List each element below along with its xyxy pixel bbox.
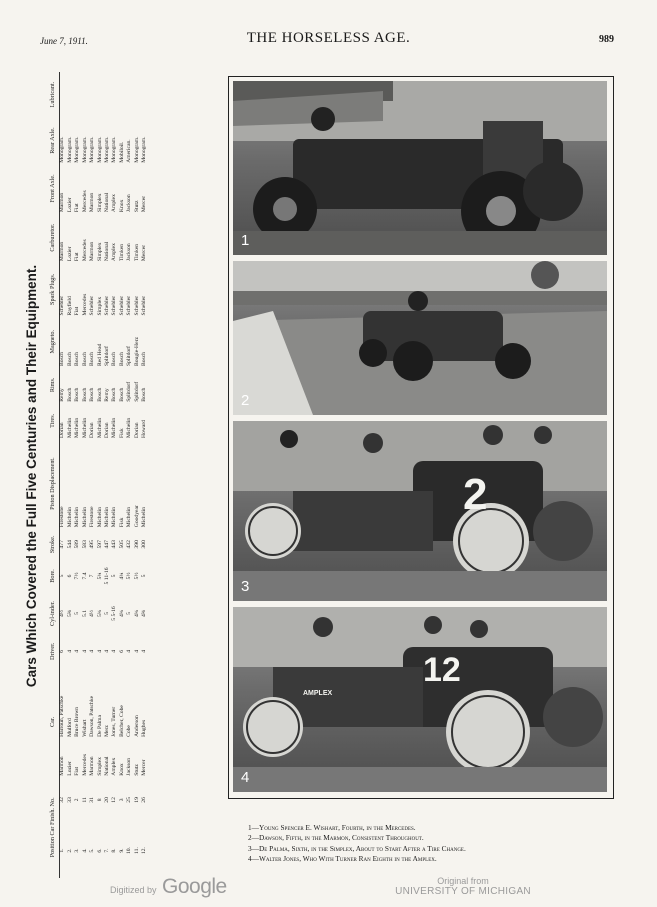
table-cell: Schebler — [59, 295, 66, 316]
table-cell: Bosch — [66, 387, 73, 402]
table-cell: Michelin — [66, 507, 73, 528]
table-cell: Bosch — [118, 387, 125, 402]
table-cell: 5 11-16 — [104, 567, 111, 585]
table-cell: 11. — [133, 847, 140, 854]
table-cell: Belcher, Cobe — [118, 705, 125, 737]
table-cell: Fisk — [118, 428, 125, 438]
table-cell: 4½ — [89, 610, 96, 617]
table-cell: Fiat — [74, 252, 81, 262]
table-cell: 2. — [66, 848, 73, 853]
table-cell: 5 — [126, 612, 133, 615]
table-cell: 4 — [66, 649, 73, 653]
table-cell: Lozier — [66, 246, 73, 262]
table-cell: 447 — [104, 540, 111, 549]
table-cell: Splitdorf — [133, 381, 140, 402]
table-cell: 3. — [74, 848, 81, 853]
table-column-header: Tires. — [50, 403, 59, 439]
table-cell: 12. — [141, 847, 148, 855]
table-cell: Remy — [104, 388, 111, 402]
table-cell: Remy — [59, 388, 66, 402]
table-cell: Howard — [141, 419, 148, 438]
table-cell: 544 — [66, 540, 73, 549]
table-cell: 5 — [104, 612, 111, 615]
table-cell: Bosch — [74, 387, 81, 402]
table-cell: 5 — [74, 612, 81, 615]
photo-number: 1 — [241, 232, 250, 249]
table-cell: Jackson — [126, 194, 133, 213]
table-cell: Michelin — [74, 507, 81, 528]
table-cell: 6. — [96, 848, 103, 853]
table-cell: 7½ — [74, 572, 81, 580]
table-cell: 4⅜ — [141, 610, 148, 617]
table-cell: 1. — [59, 848, 66, 853]
table-cell: 5¾ — [96, 572, 103, 580]
table-cell: Michelin — [96, 417, 103, 438]
table-cell: Firestone — [89, 506, 96, 528]
table-cell: Monogram. — [141, 136, 148, 163]
table-cell: Amplex — [111, 194, 118, 213]
university-label: UNIVERSITY OF MICHIGAN — [395, 886, 531, 897]
table-cell: Bosch — [141, 351, 148, 366]
table-cell: 5½ — [126, 572, 133, 580]
table-cell: 6 — [66, 574, 73, 578]
table-cell: Michelin — [74, 417, 81, 438]
table-cell: 8 — [96, 798, 103, 802]
table-cell: Hughes — [141, 719, 148, 737]
table-column-header: Piston Displacement. — [50, 439, 59, 528]
table-cell: Marmon — [89, 241, 96, 262]
table-cell: 9. — [118, 848, 125, 853]
table-cell: Simplex — [96, 193, 103, 213]
table-cell: Monogram. — [89, 136, 96, 163]
table-title: Cars Which Covered the Full Five Centuries and Their Equipment. — [24, 264, 39, 688]
table-cell: 4¾ — [133, 610, 140, 617]
table-cell: Bosch — [89, 351, 96, 366]
table-cell: 443 — [111, 540, 118, 549]
table-column-header: Bore. — [50, 560, 59, 591]
table-cell: Bosch — [81, 387, 88, 402]
table-cell: National — [104, 192, 111, 213]
page-header — [0, 28, 657, 48]
table-cell: 5. — [89, 848, 96, 853]
table-cell: 6 — [118, 649, 125, 653]
table-cell: Firestone — [59, 506, 66, 528]
table-cell: 31 — [89, 797, 96, 803]
table-cell: Marmon — [59, 756, 66, 776]
table-cell: 26 — [141, 797, 148, 803]
table-cell: Bosch — [74, 351, 81, 366]
table-cell: Timken — [133, 243, 140, 262]
table-cell: Simplex — [96, 757, 103, 776]
table-cell: 20 — [104, 797, 111, 803]
table-cell: 8. — [111, 848, 118, 853]
table-cell: 4 — [111, 649, 118, 653]
table-row — [59, 72, 67, 878]
table-cell: Merz — [104, 725, 111, 737]
table-cell: Michelin — [126, 507, 133, 528]
table-cell: Bosch — [96, 387, 103, 402]
table-cell: Michelin — [66, 417, 73, 438]
table-cell: De Palma — [96, 715, 103, 737]
table-cell: Schebler — [111, 295, 118, 316]
table-column-header: Magneto. — [50, 317, 59, 367]
caption-4: 4—Walter Jones, Who With Turner Ran Eighth in the Amplex. — [248, 854, 437, 864]
table-row — [141, 72, 148, 878]
table-cell: 4 — [126, 649, 133, 653]
table-cell: 589 — [74, 540, 81, 549]
table-cell: Fiat — [74, 306, 81, 316]
table-cell: 7 — [89, 574, 96, 578]
digitized-by-label: Digitized by — [110, 885, 157, 895]
table-cell: Jackson — [126, 243, 133, 262]
table-cell: Monogram. — [96, 136, 103, 163]
table-cell: Michelin — [81, 417, 88, 438]
table-cell: Mobiloil. — [118, 141, 125, 163]
page-number: 989 — [599, 34, 614, 45]
table-cell: Monogram. — [133, 136, 140, 163]
original-from-label: Original from — [437, 876, 489, 886]
table-cell: 300 — [141, 540, 148, 549]
table-cell: Mercer — [141, 244, 148, 262]
table-cell: Monogram. — [74, 136, 81, 163]
table-cell: 3 — [118, 798, 125, 802]
caption-1: 1—Young Spencer E. Wishart, Fourth, in the Mercedes. — [248, 823, 416, 832]
table-cell: Michelin — [81, 507, 88, 528]
table-cell: Bruce Brown — [74, 706, 81, 737]
caption-3: 3—De Palma, Sixth, in the Simplex, About to Start After a Tire Change. — [248, 843, 466, 853]
table-cell: 4 — [133, 649, 140, 653]
table-body — [59, 72, 149, 878]
table-cell: Dorian — [89, 422, 96, 438]
table-column-header: Rims. — [50, 367, 59, 403]
photo-marmon — [233, 261, 607, 415]
table-cell: Schebler — [89, 295, 96, 316]
table-cell: Dawson, Patschke — [89, 695, 96, 737]
table-cell: Monogram. — [111, 136, 118, 163]
rotated-table — [22, 70, 212, 882]
google-logo: Google — [162, 875, 227, 898]
table-cell: 4¾ — [118, 572, 125, 580]
table-cell: Dorian — [104, 422, 111, 438]
table-cell: Harroun, Patschke — [59, 695, 66, 737]
table-cell: Splitdorf — [126, 381, 133, 402]
table-cell: Bougie-Herz — [133, 337, 140, 366]
table-cell: 2 — [74, 798, 81, 802]
table-row — [127, 72, 134, 878]
table-cell: Schebler — [118, 295, 125, 316]
table-cell: 7.4 — [81, 572, 88, 580]
table-cell: 4 — [74, 649, 81, 653]
table-row — [134, 72, 141, 878]
table-cell: 4 — [96, 649, 103, 653]
table-cell: 5.1 — [81, 610, 88, 617]
table-cell: Simplex — [96, 242, 103, 262]
table-cell: Marmon — [59, 241, 66, 262]
table-cell: Jackson — [126, 757, 133, 776]
photo-panel — [228, 76, 614, 799]
table-cell: 4 — [104, 649, 111, 653]
table-cell: Timken — [118, 243, 125, 262]
car-hood-lettering: AMPLEX — [303, 690, 333, 697]
table-header-row — [50, 72, 59, 878]
table-cell: Schebler — [104, 295, 111, 316]
table-cell: Bosch — [59, 351, 66, 366]
table-cell: Monogram. — [66, 136, 73, 163]
journal-title: THE HORSELESS AGE. — [246, 30, 411, 46]
table-cell: 12 — [111, 797, 118, 803]
table-cell: 4 — [89, 649, 96, 653]
table-cell: Jones, Turner — [111, 706, 118, 737]
table-column-header: Lubricant. — [50, 72, 59, 117]
table-cell: Marmon — [59, 192, 66, 213]
table-cell: 10. — [126, 847, 133, 855]
table-cell: Bosch — [141, 387, 148, 402]
table-cell: Marmon — [89, 192, 96, 213]
table-cell: 11 — [81, 797, 88, 803]
original-source — [378, 876, 548, 897]
table-cell: American. — [126, 139, 133, 163]
table-cell: Rayfield — [66, 296, 73, 316]
photo-number: 3 — [241, 578, 250, 595]
car-number-12: 12 — [423, 651, 461, 689]
table-cell: Knox — [118, 763, 125, 776]
table-column-header: Driver. — [50, 635, 59, 667]
table-column-header: Car. — [50, 667, 59, 777]
table-cell: Mercer — [141, 759, 148, 776]
table-column-header: Stroke. — [50, 528, 59, 560]
photo-mercedes — [233, 81, 607, 255]
table-cell: 583 — [81, 540, 88, 549]
table-cell: Michelin — [141, 507, 148, 528]
table-cell: 5 — [59, 574, 66, 578]
table-cell: Bosch — [66, 351, 73, 366]
table-cell: 33 — [66, 797, 73, 803]
table-cell: Dorian — [59, 422, 66, 438]
table-row — [112, 72, 119, 878]
issue-date: June 7, 1911. — [40, 36, 88, 46]
table-column-header: Cyl-inder. — [50, 592, 59, 636]
table-cell: Bosch — [111, 351, 118, 366]
table-cell: Monogram. — [104, 136, 111, 163]
table-cell: Bosch — [81, 351, 88, 366]
table-cell: Fiat — [74, 767, 81, 776]
table-cell: 4. — [81, 848, 88, 853]
table-cell: 4 — [81, 649, 88, 653]
equipment-table-region — [22, 70, 212, 882]
photo-simplex — [233, 421, 607, 601]
photo-number: 2 — [241, 392, 250, 409]
table-cell: Schebler — [126, 295, 133, 316]
table-cell: 32 — [59, 797, 66, 803]
table-cell: 5⅜ — [66, 610, 73, 617]
table-cell: 4¾ — [118, 610, 125, 617]
table-cell: Splitdorf — [126, 346, 133, 366]
table-cell: 390 — [133, 540, 140, 549]
equipment-table — [50, 72, 149, 878]
table-column-header: Position Car Finish. No. — [50, 777, 59, 878]
table-cell: Schebler — [133, 295, 140, 316]
table-cell: Stutz — [133, 764, 140, 776]
table-cell: Monogram. — [81, 136, 88, 163]
table-cell: Marmon — [89, 756, 96, 776]
table-cell: Michelin — [126, 417, 133, 438]
table-cell: Cobe — [126, 725, 133, 737]
table-cell: 6 — [59, 649, 66, 653]
table-cell: Bosch — [118, 351, 125, 366]
table-cell: National — [104, 241, 111, 262]
table-cell: Red Head — [96, 343, 103, 366]
table-cell: Schebler — [141, 295, 148, 316]
table-cell: Bosch — [89, 387, 96, 402]
table-cell: 477 — [59, 540, 66, 549]
car-number-2: 2 — [463, 470, 488, 519]
table-cell: Mercer — [141, 195, 148, 213]
table-cell: 7. — [104, 848, 111, 853]
table-cell: National — [104, 756, 111, 776]
table-cell: Wishart — [81, 719, 88, 737]
table-cell: Lozier — [66, 197, 73, 213]
table-cell: Knox — [118, 199, 125, 213]
table-row — [89, 72, 96, 878]
table-cell: 19 — [133, 797, 140, 803]
table-cell: 25 — [126, 797, 133, 803]
photo-number: 4 — [241, 769, 250, 786]
table-column-header: Front Axle. — [50, 164, 59, 213]
photo-captions — [248, 823, 638, 865]
table-cell: 4½ — [59, 610, 66, 617]
table-cell: Michelin — [111, 417, 118, 438]
table-cell: Lozier — [66, 761, 73, 776]
table-cell: 4 — [141, 649, 148, 653]
table-cell: Fiat — [74, 203, 81, 213]
table-cell: Mercedes — [81, 190, 88, 213]
table-cell: Fisk — [118, 517, 125, 528]
table-row — [74, 72, 81, 878]
photo-amplex — [233, 607, 607, 792]
table-cell: Simplex — [96, 296, 103, 316]
table-column-header: Spark Plugs. — [50, 262, 59, 316]
table-cell: 5 — [111, 574, 118, 578]
table-cell: 505 — [118, 540, 125, 549]
table-cell: Monogram. — [59, 136, 66, 163]
table-cell: Dorian — [133, 422, 140, 438]
table-cell: Splitdorf — [104, 346, 111, 366]
table-cell: Mercedes — [81, 239, 88, 262]
table-cell: 597 — [96, 540, 103, 549]
table-cell: Stutz — [133, 200, 140, 213]
table-cell: 432 — [126, 540, 133, 549]
table-row — [67, 72, 74, 878]
table-cell: 5½ — [133, 572, 140, 580]
table-cell: 5 5-16 — [111, 606, 118, 621]
table-cell: Amplex — [111, 757, 118, 776]
table-cell: 5 — [141, 574, 148, 578]
table-cell: Michelin — [104, 507, 111, 528]
table-cell: Michelin — [96, 507, 103, 528]
table-column-header: Carburetor. — [50, 213, 59, 262]
table-cell: Amplex — [111, 243, 118, 262]
table-cell: 495 — [89, 540, 96, 549]
table-cell: Mercedes — [81, 753, 88, 776]
table-column-header: Rear Axle. — [50, 117, 59, 164]
caption-2: 2—Dawson, Fifth, in the Marmon, Consistent Throughout. — [248, 833, 424, 843]
table-cell: 5¾ — [96, 610, 103, 617]
table-cell: Anderson — [133, 715, 140, 737]
table-cell: Goodyear — [133, 505, 140, 528]
table-cell: Michelin — [111, 507, 118, 528]
table-cell: Mulford — [66, 718, 73, 737]
table-cell: Mercedes — [81, 293, 88, 316]
table-cell: Bosch — [111, 387, 118, 402]
